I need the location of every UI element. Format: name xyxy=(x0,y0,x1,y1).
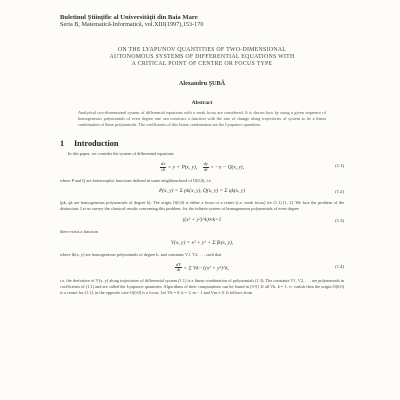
equation-1-3 xyxy=(60,217,344,224)
eq4-main: V(x, y) = x² + y² + Σ fk(x, y), xyxy=(170,239,234,246)
eq2-main: P(x, y) = Σ pk(x, y), Q(x, y) = Σ qk(x, y) xyxy=(158,188,246,195)
paragraph-1: In this paper, we consider the system of differential equations xyxy=(68,151,174,157)
paragraph-6: i.e. the derivative of V(x, y) along trajectories of differential system (1.1) is a linear combination of polynomials (1.3). The constants V1, V2, . . . are polynomials in coefficients of (1.1) and are called the Lyapunov quantities. Algorithms of their computations can be found in [3-9]. If all Vk, k = 1, ∞, vanish then the origin O(0,0) is a centre for (1.1), in the opposite case O(0,0) is a focus. Let Vk = 0, k = 1, m − 1 and Vm ≠ 0. It follows from xyxy=(60,278,344,295)
equation-v-function xyxy=(60,240,344,247)
paper-title xyxy=(60,47,344,69)
section-number: 1 xyxy=(60,139,65,149)
eq1-left: = y + P(x, y), xyxy=(167,164,198,171)
abstract-text: Analytical two-dimensional system of differential equations with a weak focus are considered. It is shown how by using a given sequence of homogeneous polynomials of even degree one can construct a function with the rate of change along trajectories of system to be a linear combination of these polynomials. The coefficients of this linear combination are the Lyapunov quantities. xyxy=(78,110,326,127)
title-line-2: AUTONOMOUS SYSTEMS OF DIFFERENTIAL EQUATIONS WITH xyxy=(109,54,295,61)
equation-tag: (1.4) xyxy=(335,263,344,269)
journal-volume: Seria B, Matematică-Informatică, vol.XIII(1997),153-170 xyxy=(60,21,204,29)
fraction-dy-dt: $\frac{dy}{dt}$ xyxy=(203,161,208,172)
paper-author: Alexandru ŞUBĂ xyxy=(178,80,226,88)
journal-name: Buletinul Ştiinţific al Universităţii din Baia Mare xyxy=(60,14,198,21)
title-line-3: A CRITICAL POINT OF CENTRE OR FOCUS TYPE xyxy=(131,61,273,68)
fraction-dv-dt: $\frac{dV}{dt}$ xyxy=(176,261,182,273)
equation-1-2 xyxy=(60,188,344,195)
equation-tag: (1.2) xyxy=(335,189,344,195)
journal-header xyxy=(60,14,344,29)
equation-1-4 xyxy=(60,263,344,274)
section-heading xyxy=(60,139,344,148)
equation-1-1 xyxy=(60,162,344,173)
title-line-1: ON THE LYAPUNOV QUANTITIES OF TWO-DIMENSIONAL xyxy=(117,46,287,53)
section-title: Introduction xyxy=(74,139,119,149)
paragraph-4: there exists a function xyxy=(60,228,98,234)
eq3-main: ((x² + y²)^k)∞k=1 xyxy=(182,216,222,223)
eq1-right: = −x − Q(x, y), xyxy=(210,164,244,171)
paragraph-5: where fk(x, y) are homogeneous polynomials of degree k, and constants V1, V2, . . . such that xyxy=(60,251,222,257)
abstract-heading: Abstract xyxy=(191,100,213,107)
equation-tag: (1.1) xyxy=(335,163,344,168)
paragraph-2: where P and Q are holomorphic functions defined in some neighbourhood of O(0,0), i.e. xyxy=(60,177,212,183)
paragraph-3: (pk, qk are homogeneous polynomials of degree k). The origin O(0,0) is either a focus or a centre (i.e. weak focus) for (1.1) [1, 2]. We face the problem of the distinction. Let us survey the classical results concerning this problem: for the infinite system of homogeneous polynomials of even degree xyxy=(60,200,344,212)
eq5-main: = Σ Vk−1(x² + y²)^k, xyxy=(183,265,229,272)
fraction-dx-dt: $\frac{dx}{dt}$ xyxy=(161,161,166,172)
equation-tag: (1.3) xyxy=(335,217,344,223)
